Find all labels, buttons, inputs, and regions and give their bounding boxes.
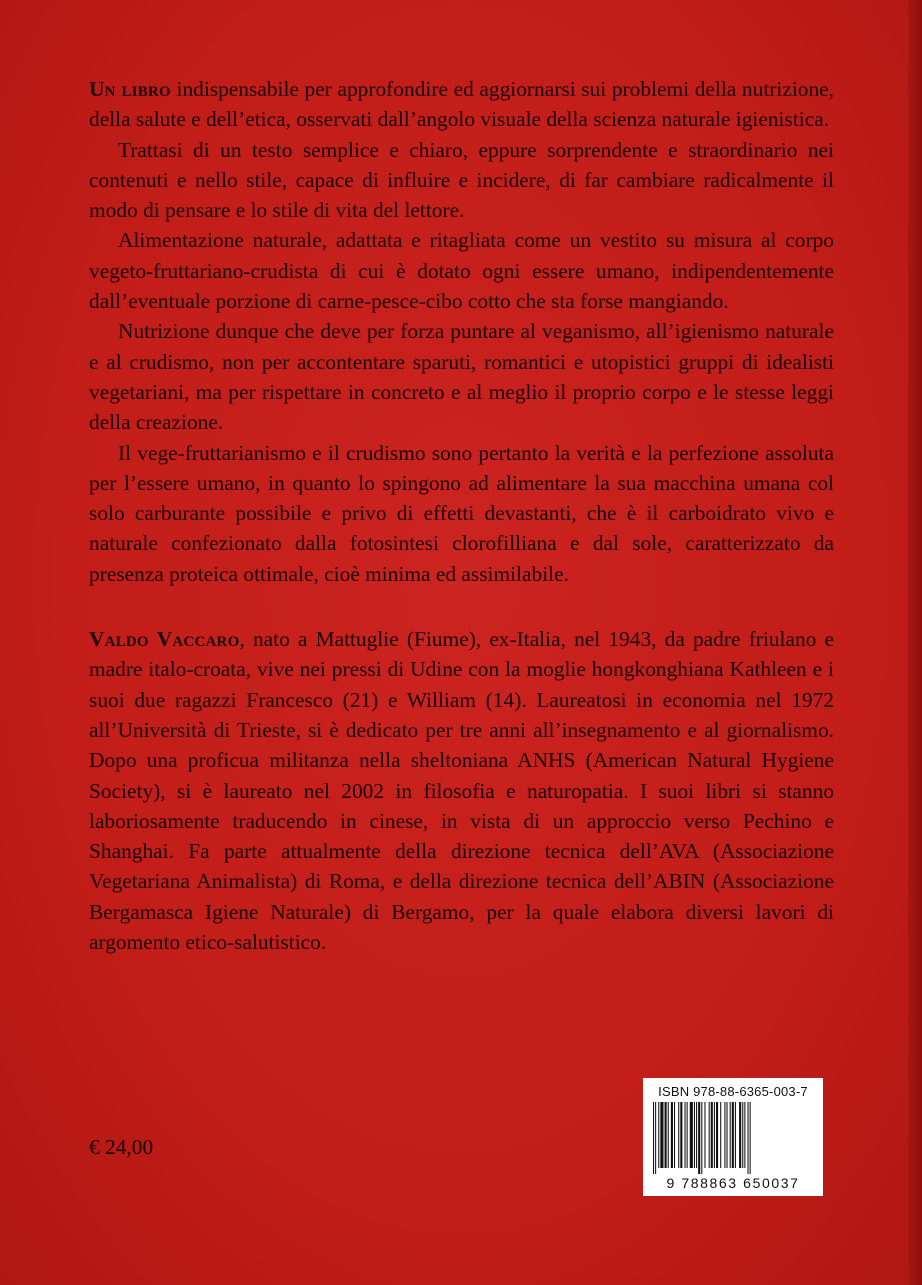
barcode-bar xyxy=(727,1102,728,1168)
barcode-bar xyxy=(724,1102,725,1168)
barcode-bar xyxy=(701,1102,702,1174)
barcode-bars xyxy=(651,1102,815,1174)
barcode-bar xyxy=(674,1102,675,1168)
barcode-bar xyxy=(685,1102,686,1168)
barcode-bar xyxy=(690,1102,693,1168)
barcode-bar xyxy=(668,1102,669,1168)
barcode-bar xyxy=(714,1102,715,1168)
barcode-bar xyxy=(653,1102,654,1174)
author-bio-text: , nato a Mattuglie (Fiume), ex-Italia, nel 1943, da padre friulano e madre italo-croata, vive nei pressi di Udine con la moglie hongkonghiana Kathleen e i suoi due ragazzi Francesco (21) e William (14). Laureatosi in economia nel 1972 all’Università di Trieste, si è dedicato per tre anni all’insegnamento e al giornalismo. Dopo una proficua militanza nella sheltoniana ANHS (American Natural Hygiene Society), si è laureato nel 2002 in filosofia e naturopatia. I suoi libri si stanno laboriosamente traducendo in cinese, in vista di un approccio verso Pechino e Shanghai. Fa parte attualmente della direzione tecnica dell’AVA (Associazione Vegetariana Animalista) di Roma, e della direzione tecnica dell’ABIN (Associazione Bergamasca Igiene Naturale) di Bergamo, per la quale elabora diversi lavori di argomento etico-salutistico. xyxy=(89,627,835,955)
barcode-bar xyxy=(748,1102,749,1174)
barcode-bar xyxy=(696,1102,697,1168)
barcode-bar xyxy=(739,1102,741,1168)
isbn-label: ISBN 978-88-6365-003-7 xyxy=(658,1084,808,1099)
barcode-bar xyxy=(709,1102,710,1168)
cover-edge-shadow xyxy=(908,0,922,1285)
barcode-bar xyxy=(716,1102,718,1168)
description-lead: Un libro xyxy=(89,77,171,101)
description-paragraph-3: Alimentazione naturale, adattata e ritagliata come un vestito su misura al corpo vegeto-fruttariano-crudista di cui è dotato ogni essere umano, indipendentemente dall’eventuale porzione di carne-pesce-cibo cotto che sta forse mangiando. xyxy=(89,228,834,314)
description-paragraph-2: Trattasi di un testo semplice e chiaro, eppure sorprendente e straordinario nei contenuti e nello stile, capace di influire e incidere, di far cambiare radicalmente il modo di pensare e lo stile di vita del lettore. xyxy=(89,137,834,223)
barcode-bar xyxy=(665,1102,667,1168)
barcode-bar xyxy=(671,1102,673,1168)
barcode-digits: 9 788863 650037 xyxy=(666,1175,800,1191)
barcode-bar xyxy=(750,1102,751,1174)
cover-text xyxy=(89,74,834,957)
description-p1-text: indispensabile per approfondire ed aggiornarsi sui problemi della nutrizione, della salute e dell’etica, osservati dall’angolo visuale della scienza naturale igienistica. xyxy=(89,77,835,132)
barcode-bar xyxy=(658,1102,659,1168)
barcode-bar xyxy=(704,1102,705,1168)
description-paragraph-4: Nutrizione dunque che deve per forza puntare al veganismo, all’igienismo naturale e al crudismo, non per accontentare sparuti, romantici e utopistici gruppi di idealisti vegetariani, ma per rispettare in concreto e al meglio il proprio corpo e le stesse leggi della creazione. xyxy=(89,319,834,435)
price-label: € 24,00 xyxy=(89,1135,154,1159)
barcode-bar xyxy=(732,1102,734,1168)
barcode-bar xyxy=(742,1102,743,1168)
barcode-bar xyxy=(660,1102,663,1168)
barcode-bar xyxy=(730,1102,731,1168)
isbn-barcode xyxy=(643,1078,823,1196)
barcode-bar xyxy=(720,1102,721,1168)
barcode-bar xyxy=(744,1102,745,1168)
barcode-bar xyxy=(694,1102,695,1168)
barcode-bar xyxy=(655,1102,656,1174)
author-bio-paragraph xyxy=(89,624,834,957)
description-paragraph-5: Il vege-fruttarianismo e il crudismo sono pertanto la verità e la perfezione assoluta per l’essere umano, in quanto lo spingono ad alimentare la sua macchina umana col solo carburante possibile e privo di effetti devastanti, che è il carboidrato vivo e naturale confezionato dalla fotosintesi clorofilliana e dal sole, caratterizzato da presenza proteica ottimale, cioè minima ed assimilabile. xyxy=(89,440,834,586)
barcode-bar xyxy=(711,1102,713,1168)
barcode-bar xyxy=(735,1102,736,1168)
barcode-bar xyxy=(678,1102,679,1168)
description-paragraph-1 xyxy=(89,74,834,135)
barcode-bar xyxy=(680,1102,682,1168)
section-spacer xyxy=(89,589,834,624)
author-name: Valdo Vaccaro xyxy=(89,627,240,652)
barcode-bar xyxy=(687,1102,688,1168)
barcode-bar xyxy=(698,1102,700,1174)
